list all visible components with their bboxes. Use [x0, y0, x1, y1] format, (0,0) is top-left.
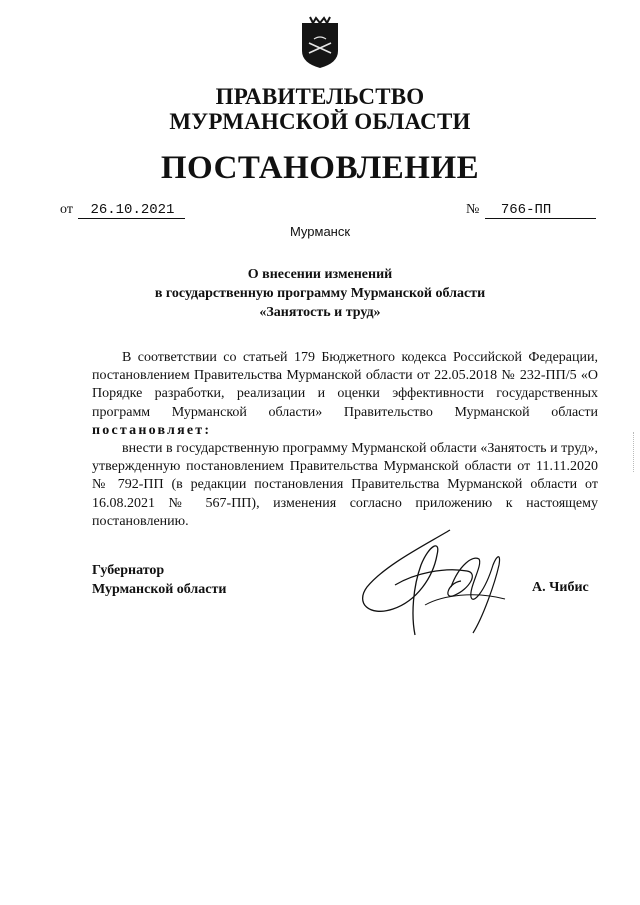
body-paragraph-2: внести в государственную программу Мурманской области «Занятость и труд», утвержденную постановлением Правительства Мурманской области от 11.11.2020 № 792-ПП (в редакции постановления Правительства Мурманской области от 16.08.2021 № 567-ПП), изменения согласно приложению к настоящему постановлению. — [92, 441, 598, 529]
signatory-title-line1: Губернатор — [92, 563, 165, 578]
subject-line3: «Занятость и труд» — [259, 305, 381, 320]
subject-line1: О внесении изменений — [247, 267, 393, 282]
number-prefix: № — [466, 202, 480, 217]
document-type: ПОСТАНОВЛЕНИЕ — [160, 150, 480, 186]
date-row — [60, 202, 185, 219]
document-date: 26.10.2021 — [78, 202, 185, 219]
handwritten-signature — [355, 525, 515, 640]
scan-edge-mark — [633, 432, 636, 472]
resolution-word: постановляет: — [92, 422, 212, 438]
signatory-title-line2: Мурманской области — [92, 582, 227, 597]
date-prefix: от — [60, 202, 73, 217]
signatory-name: А. Чибис — [532, 580, 589, 595]
document-body — [92, 349, 598, 531]
document-number: 766-ПП — [485, 202, 596, 219]
coat-of-arms-icon — [300, 15, 340, 69]
signatory-title — [92, 561, 226, 599]
org-name-line2: МУРМАНСКОЙ ОБЛАСТИ — [169, 109, 471, 134]
subject-line2: в государственную программу Мурманской области — [154, 286, 486, 301]
number-row — [466, 202, 596, 219]
body-paragraph-1-text: В соответствии со статьей 179 Бюджетного кодекса Российской Федерации, постановлением Правительства Мурманской области от 22.05.2018 № 232-ПП/5 «О Порядке разработки, реализации и оценки эффективности государственных программ Мурманской области» Правительство Мурманской области — [92, 350, 598, 420]
body-paragraph-1 — [92, 349, 598, 440]
city: Мурманск — [289, 224, 351, 239]
document-subject — [90, 265, 550, 322]
org-name-line1: ПРАВИТЕЛЬСТВО — [215, 84, 425, 109]
